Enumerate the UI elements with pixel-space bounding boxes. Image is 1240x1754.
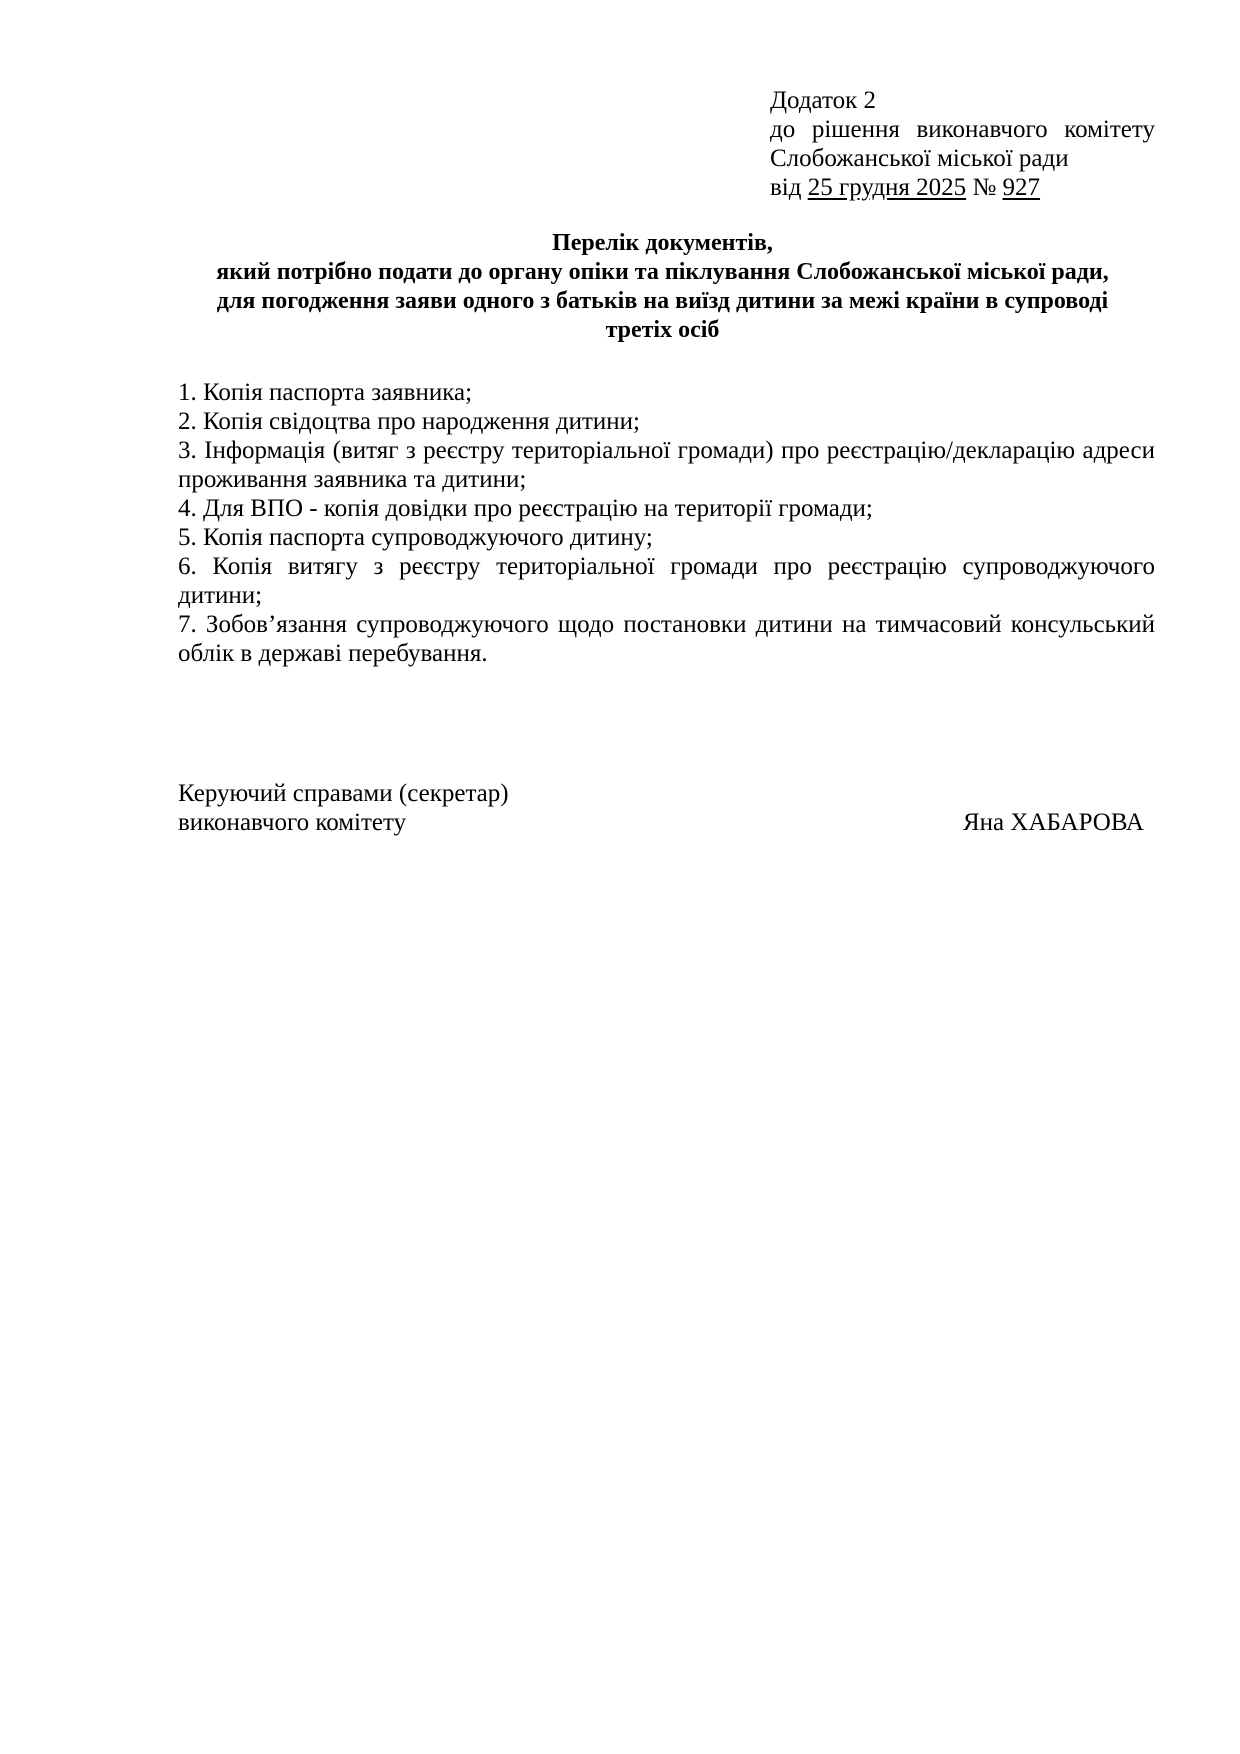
list-item: 5. Копія паспорта супроводжуючого дитину; — [178, 524, 653, 551]
documents-list — [178, 378, 1155, 668]
annex-number-sign: № — [966, 174, 1003, 201]
signer-position-line-2: виконавчого комітету — [178, 809, 407, 836]
signature-block — [178, 779, 1144, 837]
list-item: 6. Копія витягу з реєстру територіальної громади про реєстрацію супроводжуючого дитини; — [178, 553, 1155, 609]
list-item: 1. Копія паспорта заявника; — [178, 379, 473, 406]
signer-name: Яна ХАБАРОВА — [962, 809, 1144, 836]
list-item: 2. Копія свідоцтва про народження дитини; — [178, 408, 640, 435]
annex-block — [770, 86, 1155, 202]
annex-date: 25 грудня 2025 — [807, 174, 967, 201]
list-item: 4. Для ВПО - копія довідки про реєстрацію на території громади; — [178, 495, 873, 522]
annex-date-line — [770, 173, 1155, 202]
title-line-3: для погодження заяви одного з батьків на виїзд дитини за межі країни в супроводі — [216, 288, 1109, 314]
annex-decision-line: до рішення виконавчого комітету — [770, 116, 1155, 143]
title-line-4: третіх осіб — [605, 317, 720, 343]
annex-council-line: Слобожанської міської ради — [770, 145, 1069, 172]
title-line-1: Перелік документів, — [552, 230, 773, 256]
signer-position-line-1: Керуючий справами (секретар) — [178, 780, 509, 807]
list-item: 3. Інформація (витяг з реєстру територіальної громади) про реєстрацію/декларацію адреси проживання заявника та дитини; — [178, 437, 1155, 493]
annex-date-prefix: від — [770, 174, 808, 201]
annex-label: Додаток 2 — [770, 87, 876, 114]
list-item: 7. Зобов’язання супроводжуючого щодо постановки дитини на тимчасовий консульський облік в державі перебування. — [178, 611, 1155, 667]
title-line-2: який потрібно подати до органу опіки та піклування Слобожанської міської ради, — [216, 259, 1109, 285]
document-title — [120, 229, 1205, 345]
annex-number: 927 — [1002, 174, 1041, 201]
